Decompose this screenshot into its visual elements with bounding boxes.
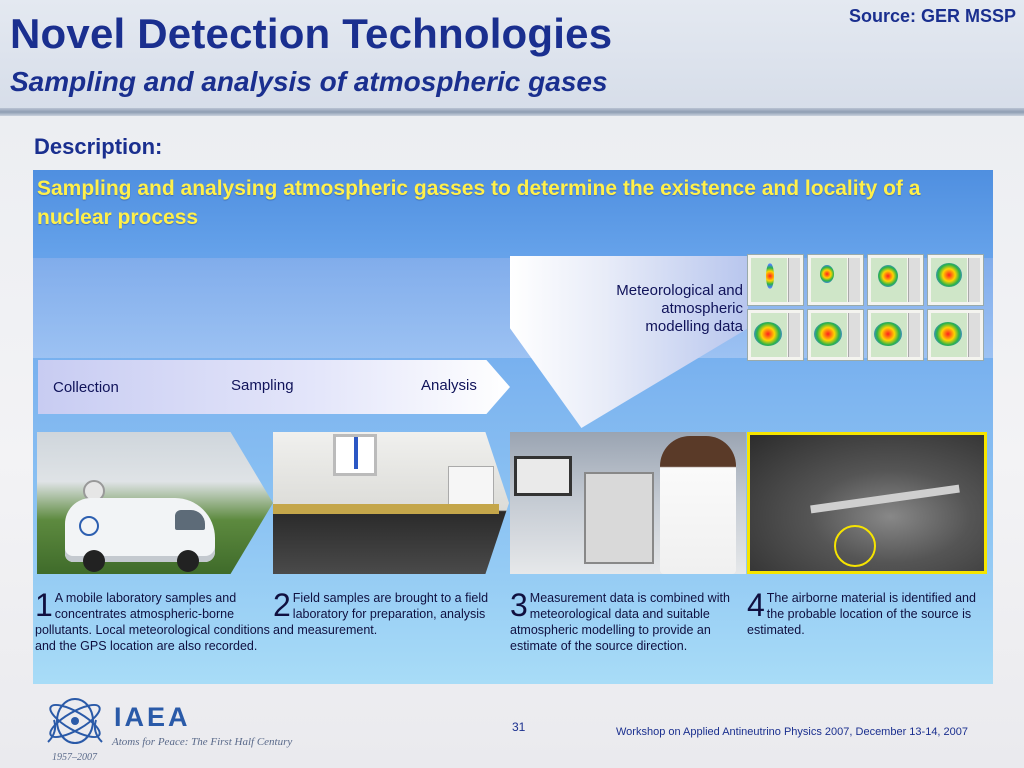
slide-subtitle: Sampling and analysis of atmospheric gases [10,66,608,97]
step-text: Field samples are brought to a field laboratory for preparation, analysis and measurement. [273,591,489,637]
analysis-photo [510,432,746,574]
spectrum-monitor-icon [333,434,377,476]
meteorological-label: Meteorological and atmospheric modelling data [616,282,743,335]
modelling-thumbnails [747,254,987,364]
dispersion-map-thumbnail [807,254,864,306]
step-text: A mobile laboratory samples and concentrates atmospheric-borne pollutants. Local meteorological conditions and the GPS location are also recorded. [35,591,270,653]
header-divider [0,108,1024,116]
step-number: 2 [273,587,291,623]
dispersion-map-thumbnail [807,309,864,361]
step-2 [273,587,509,638]
computer-terminal-icon [514,456,572,496]
dispersion-map-thumbnail [747,309,804,361]
analyst-figure [660,436,736,574]
step-number: 4 [747,587,765,623]
workshop-footer: Workshop on Applied Antineutrino Physics 2007, December 13-14, 2007 [616,726,969,738]
equipment-cabinet [584,472,654,564]
stage-sampling: Sampling [231,377,294,394]
source-label: Source: GER MSSP [848,6,1016,26]
footer-years: 1957–2007 [52,752,97,763]
dispersion-map-thumbnail [867,254,924,306]
iaea-logo-icon [79,516,99,536]
step-number: 1 [35,587,53,623]
page-number: 31 [512,720,526,734]
dispersion-map-thumbnail [927,309,984,361]
mobile-laboratory-photo [37,432,273,574]
dispersion-map-thumbnail [747,254,804,306]
field-laboratory-photo [273,432,509,574]
panel-title: Sampling and analysing atmospheric gasses to determine the existence and locality of a nuclear process [37,177,921,229]
step-text: The airborne material is identified and the probable location of the source is estimated. [747,591,976,637]
aerial-source-photo [747,432,987,574]
lab-bench [273,504,499,514]
dispersion-map-thumbnail [867,309,924,361]
stage-collection: Collection [53,379,119,396]
footer-tagline: Atoms for Peace: The First Half Century [112,736,293,748]
iaea-globe-logo-icon [42,692,108,750]
step-number: 3 [510,587,528,623]
van-icon [65,498,215,562]
slide-title: Novel Detection Technologies [10,10,613,57]
step-4 [747,587,983,638]
source-location-marker [834,525,876,567]
dispersion-map-thumbnail [927,254,984,306]
facility-structure [810,485,960,514]
step-text: Measurement data is combined with meteorological data and suitable atmospheric modelling to provide an estimate of the source direction. [510,591,730,653]
description-label: Description: [34,134,163,159]
stage-analysis: Analysis [421,377,477,394]
step-3 [510,587,746,654]
iaea-wordmark: IAEA [114,702,191,732]
step-1 [35,587,271,654]
process-diagram-panel [33,170,993,684]
